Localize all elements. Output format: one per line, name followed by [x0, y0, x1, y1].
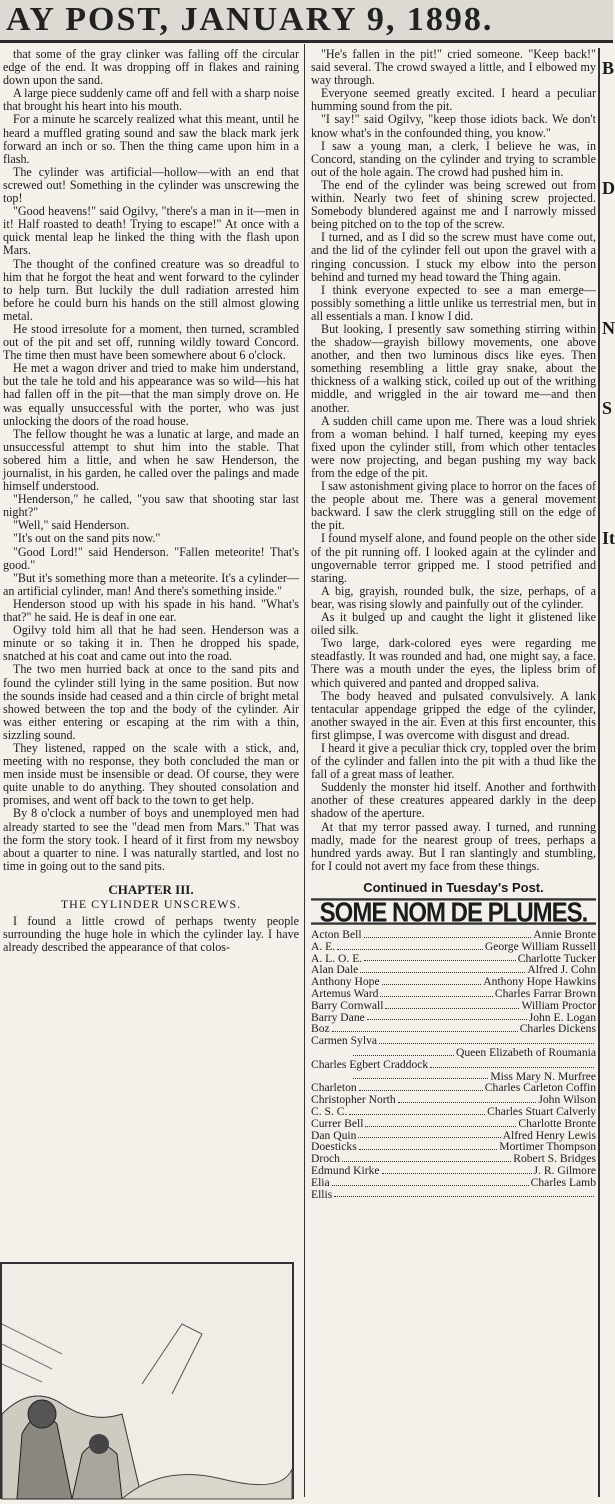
- column-rule: [304, 44, 305, 1497]
- paragraph: I saw a young man, a clerk, I believe he was, in Concord, standing on the cylinder and trying to scramble out of the hole again. The crowd had pushed him in.: [311, 138, 596, 179]
- dot-leader: [365, 1118, 516, 1127]
- paragraph: "Henderson," he called, "you saw that shooting star last night?": [3, 492, 299, 520]
- dot-leader: [380, 988, 492, 997]
- dot-leader: [359, 1082, 483, 1091]
- dot-leader: [360, 964, 525, 973]
- edge-letter: N: [602, 318, 615, 338]
- paragraph: He met a wagon driver and tried to make him understand, but the tale he told and his appearance was so wild—his hat had fallen off in the pit—that the man simply drove on. He was equally unsuccessful with the porter, who was just unlocking the doors of the road house.: [3, 361, 299, 428]
- real-name: George William Russell: [484, 939, 596, 953]
- chapter-heading: CHAPTER III.: [108, 881, 194, 897]
- dot-leader: [382, 1165, 532, 1174]
- paragraph: "But it's something more than a meteorite. It's a cylinder—an artificial cylinder, man! And there's something inside.": [3, 570, 299, 598]
- pen-name: Barry Cornwall: [311, 998, 384, 1012]
- real-name: Charles Stuart Calverly: [487, 1105, 596, 1119]
- pen-name: Ellis: [311, 1187, 333, 1201]
- dot-leader: [358, 1130, 500, 1139]
- paragraph: I turned, and as I did so the screw must have come out, and the lid of the cylinder fell out upon the gravel with a ringing concussion. I stuck my elbow into the person behind and turned my head toward the Thing again.: [311, 230, 596, 284]
- real-name: Anthony Hope Hawkins: [483, 975, 596, 989]
- paragraph: The cylinder was artificial—hollow—with an end that screwed out! Something in the cylinder was unscrewing the top!: [3, 164, 299, 206]
- edge-letter: S: [602, 398, 613, 418]
- real-name: J. R. Gilmore: [533, 1164, 596, 1178]
- paragraph: "It's out on the sand pits now.": [13, 531, 161, 546]
- pen-name: A. L. O. E.: [311, 951, 363, 965]
- dot-leader: [379, 1035, 594, 1044]
- plume-row: [311, 941, 596, 953]
- paragraph: A large piece suddenly came off and fell with a sharp noise that brought his heart into his mouth.: [3, 86, 300, 114]
- pen-name: A. E.: [311, 939, 336, 953]
- paragraph: I think everyone expected to see a man emerge—possibly something a little unlike us terrestrial men, but in all essentials a man. I know I did.: [311, 282, 596, 323]
- plume-row: [311, 1189, 596, 1201]
- paragraph: At that my terror passed away. I turned, and running madly, made for the nearest group of trees, perhaps a hundred yards away. But I ran slantingly and stumbling, for I could not avert my face from these things.: [311, 819, 596, 873]
- pen-name: Elia: [311, 1175, 330, 1189]
- dot-leader: [337, 941, 483, 950]
- chapter-paragraph: I found a little crowd of perhaps twenty people surrounding the huge hole in which the cylinder lay. I have already described the appearance of that colos-: [3, 914, 299, 955]
- dot-leader: [430, 1059, 594, 1068]
- paragraph: Two large, dark-colored eyes were regarding me steadfastly. It was rounded and had, one might say, a face. There was a mouth under the eyes, the lipless brim of which quivered and panted and dropped saliva.: [311, 636, 596, 690]
- dot-leader: [349, 1106, 485, 1115]
- dot-leader: [334, 1189, 594, 1198]
- pen-name: Doesticks: [311, 1140, 357, 1154]
- pen-name: Christopher North: [311, 1093, 396, 1107]
- paragraph: The thought of the confined creature was so dreadful to him that he forgot the heat and went forward to the cylinder to help turn. But luckily the dull radiation arrested him before he could burn his hands on the still almost glowing metal.: [3, 256, 299, 323]
- pen-name: Carmen Sylva: [311, 1034, 378, 1048]
- paragraph: A big, grayish, rounded bulk, the size, perhaps, of a bear, was rising slowly and painfully out of the cylinder.: [311, 583, 596, 611]
- paragraph: The end of the cylinder was being screwed out from within. Nearly two feet of shining screw projected. Somebody blundered against me and I narrowly missed being pitched on to the top of the screw.: [311, 177, 596, 232]
- real-name: John E. Logan: [528, 1010, 596, 1024]
- masthead: [0, 0, 613, 43]
- paragraph: "He's fallen in the pit!" cried someone. "Keep back!" said several. The crowd swayed a little, and I elbowed my way through.: [311, 47, 596, 88]
- real-name: Alfred J. Cohn: [527, 963, 596, 977]
- real-name: Mortimer Thompson: [499, 1140, 596, 1154]
- edge-letter: D: [602, 178, 615, 198]
- continued-notice: Continued in Tuesday's Post.: [363, 879, 544, 895]
- pen-name: Alan Dale: [311, 963, 359, 977]
- dot-leader: [364, 929, 532, 938]
- martian-illustration-icon: [2, 1264, 292, 1499]
- real-name: Annie Bronte: [533, 928, 596, 942]
- paragraph: "I say!" said Ogilvy, "keep those idiots back. We don't know what's in the confounded thing, you know.": [311, 112, 596, 140]
- pen-name: Acton Bell: [311, 928, 362, 942]
- paragraph: He stood irresolute for a moment, then turned, scrambled out of the pit and set off, running wildly toward Concord. The time then must have been somewhere about 6 o'clock.: [3, 321, 299, 363]
- pen-name: Droch: [311, 1152, 340, 1166]
- paragraph: "Well," said Henderson.: [13, 518, 130, 533]
- masthead-title: AY POST, JANUARY 9, 1898.: [6, 1, 494, 38]
- paragraph: that some of the gray clinker was falling off the circular edge of the end. It was dropping off in flakes and raining down upon the sand.: [3, 47, 299, 88]
- paragraph: The two men hurried back at once to the sand pits and found the cylinder still lying in the same position. But now the sounds inside had ceased and a thin circle of bright metal showed between the top and the body of the cylinder. Air was either entering or escaping at the rim with a thin, sizzling sound.: [3, 662, 299, 742]
- pen-name: Boz: [311, 1022, 330, 1036]
- dot-leader: [359, 1141, 498, 1150]
- edge-letter: It: [602, 528, 615, 548]
- next-column-edge: [598, 48, 615, 1497]
- pen-name: Dan Quin: [311, 1128, 357, 1142]
- pen-name: Edmund Kirke: [311, 1164, 380, 1178]
- real-name: Miss Mary N. Murfree: [490, 1069, 596, 1083]
- dot-leader: [353, 1071, 488, 1080]
- column-right: [311, 48, 596, 1488]
- plume-row: [311, 1000, 596, 1012]
- dot-leader: [332, 1177, 529, 1186]
- real-name: Alfred Henry Lewis: [502, 1128, 596, 1142]
- story-text-left: [3, 48, 299, 873]
- paragraph: The fellow thought he was a lunatic at large, and made an unsuccessful attempt to shut him into the stable. That sobered him a little, and when he saw Henderson, the journalist, in his garden, he called over the palings and made himself understood.: [3, 426, 299, 494]
- chapter-subheading: THE CYLINDER UNSCREWS.: [60, 897, 242, 911]
- pen-name: Currer Bell: [311, 1116, 364, 1130]
- illustration: [0, 1262, 294, 1499]
- paragraph: I saw astonishment giving place to horror on the faces of the people about me. There was a general movement backward. I saw the clerk struggling still on the edge of the pit.: [311, 479, 596, 533]
- edge-letter: B: [602, 58, 615, 78]
- plumes-heading: SOME NOM DE PLUMES.: [311, 898, 596, 925]
- paragraph: As it bulged up and caught the light it glistened like oiled silk.: [311, 610, 596, 638]
- story-text-right: [311, 48, 596, 873]
- plume-row: [311, 1059, 596, 1071]
- column-left: [3, 48, 299, 1238]
- paragraph: "Good Lord!" said Henderson. "Fallen meteorite! That's good.": [3, 544, 299, 572]
- paragraph: Henderson stood up with his spade in his hand. "What's that?" he said. He is deaf in one ear.: [3, 596, 299, 625]
- real-name: Charles Farrar Brown: [494, 987, 596, 1001]
- paragraph: Everyone seemed greatly excited. I heard a peculiar humming sound from the pit.: [311, 86, 596, 114]
- paragraph: For a minute he scarcely realized what this meant, until he heard a muffled grating sound and saw the black mark jerk forward an inch or so. Then the thing came upon him in a flash.: [3, 112, 299, 166]
- real-name: Charlotte Tucker: [517, 951, 596, 965]
- dot-leader: [382, 976, 482, 985]
- real-name: Charles Lamb: [530, 1175, 596, 1189]
- dot-leader: [367, 1012, 527, 1021]
- pen-name: Charles Egbert Craddock: [311, 1057, 429, 1071]
- real-name: Charlotte Bronte: [518, 1116, 596, 1130]
- dot-leader: [332, 1023, 518, 1032]
- real-name: Charles Carleton Coffin: [484, 1081, 596, 1095]
- dot-leader: [342, 1153, 511, 1162]
- dot-leader: [385, 1000, 519, 1009]
- pen-name: Barry Dane: [311, 1010, 365, 1024]
- dot-leader: [364, 953, 516, 962]
- pen-name: Artemus Ward: [311, 987, 379, 1001]
- plume-row: [311, 1177, 596, 1189]
- plume-row: [311, 1118, 596, 1130]
- real-name: William Proctor: [521, 998, 596, 1012]
- paragraph: By 8 o'clock a number of boys and unemployed men had already started to see the "dead men from Mars." That was the form the story took. I heard of it first from my newsboy about a quarter to nine. I was naturally startled, and lost no time in going out to the sand pits.: [3, 806, 299, 873]
- pen-name: Charleton: [311, 1081, 357, 1095]
- paragraph: I found myself alone, and found people on the other side of the pit running off. I looked again at the cylinder and ungovernable terror gripped me. I stood petrified and staring.: [311, 531, 596, 585]
- paragraph: Suddenly the monster hid itself. Another and forthwith another of these creatures appeared darkly in the deep shadow of the aperture.: [311, 780, 596, 821]
- paragraph: They listened, rapped on the scale with a stick, and, meeting with no response, they both concluded the man or men inside must be insensible or dead. Of course, they were quite unable to do anything. They shouted consolation and promises, and went off back to the town to get help.: [3, 740, 299, 808]
- real-name: Robert S. Bridges: [513, 1152, 596, 1166]
- real-name: Queen Elizabeth of Roumania: [455, 1046, 596, 1060]
- plumes-list: [311, 929, 596, 1200]
- paragraph: The body heaved and pulsated convulsively. A lank tentacular appendage gripped the edge of the cylinder, another swayed in the air. Even at this first encounter, this first glimpse, I was overcome with disgust and dread.: [311, 688, 596, 742]
- paragraph: I heard it give a peculiar thick cry, toppled over the brim of the cylinder and fallen into the pit with a thud like the fall of a great mass of leather.: [311, 740, 596, 782]
- real-name: Charles Dickens: [519, 1022, 596, 1036]
- real-name: John Wilson: [538, 1093, 596, 1107]
- pen-name: C. S. C.: [311, 1105, 348, 1119]
- paragraph: "Good heavens!" said Ogilvy, "there's a man in it—men in it! Half roasted to death! Trying to escape!" At once with a quick mental leap he linked the thing with the flash upon Mars.: [3, 204, 299, 258]
- pen-name: Anthony Hope: [311, 975, 380, 989]
- dot-leader: [398, 1094, 537, 1103]
- paragraph: A sudden chill came upon me. There was a loud shriek from a woman behind. I half turned, keeping my eyes fixed upon the cylinder still, from which other tentacles were now projecting, and began pushing my way back from the edge of the pit.: [311, 413, 596, 480]
- paragraph: But looking, I presently saw something stirring within the shadow—grayish billowy movements, one above another, and then two luminous discs like eyes. Then something resembling a little gray snake, about the thickness of a walking stick, coiled up out of the writhing middle, and wriggled in the air toward me—and then another.: [311, 321, 596, 415]
- paragraph: Ogilvy told him all that he had seen. Henderson was a minute or so taking it in. Then he dropped his spade, snatched at his coat and came out into the road.: [3, 623, 299, 664]
- dot-leader: [353, 1047, 454, 1056]
